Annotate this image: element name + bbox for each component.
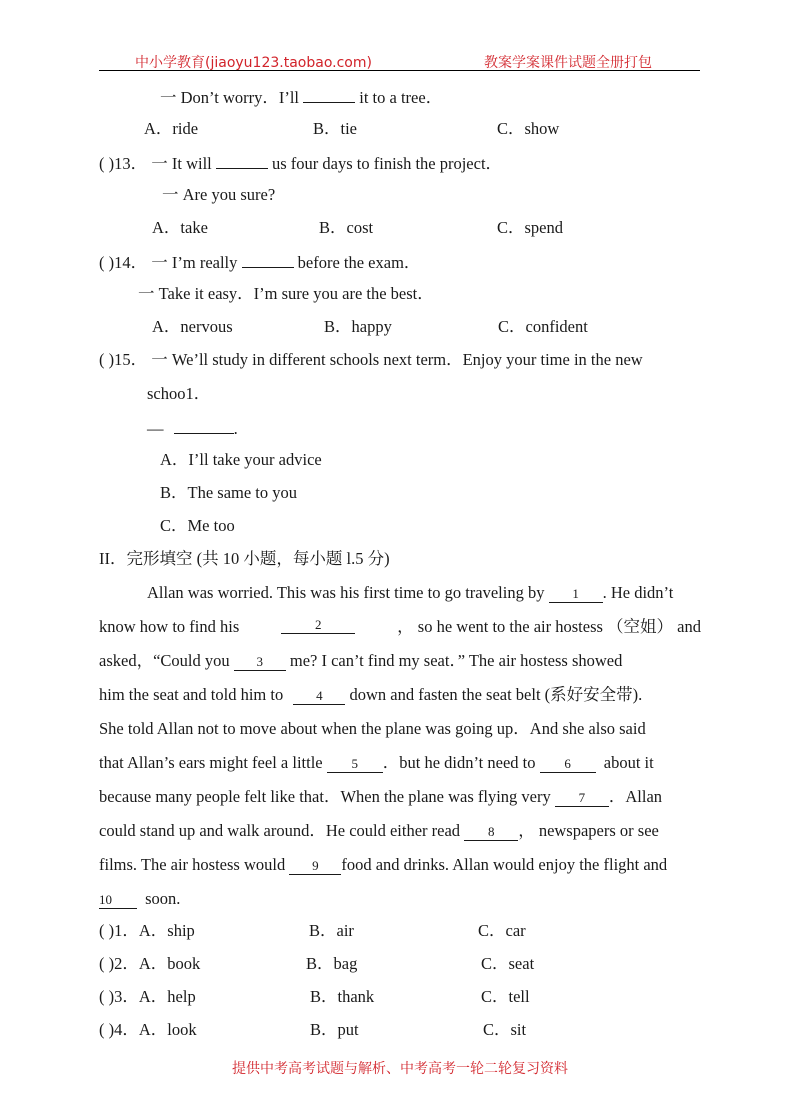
passage-text: because many people felt like that．When the plane was flying very bbox=[99, 787, 551, 806]
passage-line-3 bbox=[99, 651, 622, 671]
section2-title: II．完形填空 (共 10 小题，每小题 l.5 分) bbox=[99, 549, 390, 568]
q12-reply-pre: 一 Don’t worry．I’ll bbox=[160, 88, 300, 107]
passage-text: ， so he went to the air hostess （空姐） and bbox=[397, 617, 701, 636]
answer-number: ( )2． bbox=[99, 954, 139, 973]
q13-blank bbox=[216, 152, 268, 169]
q15-line3 bbox=[147, 417, 238, 439]
passage-line-2 bbox=[99, 617, 701, 637]
passage-text: down and fasten the seat belt (系好安全带). bbox=[349, 685, 643, 704]
answer-1-option-c: C．car bbox=[478, 921, 526, 940]
passage-text: ．Allan bbox=[608, 787, 663, 806]
blank-1: 1 bbox=[549, 586, 603, 603]
q12-option-a: A．ride bbox=[144, 119, 199, 138]
q15-option-c: C．Me too bbox=[160, 516, 235, 535]
q14-line1-post: before the exam． bbox=[297, 253, 421, 272]
passage-line-9 bbox=[99, 855, 667, 875]
blank-9: 9 bbox=[289, 858, 341, 875]
q13-line2: 一 Are you sure? bbox=[162, 185, 276, 204]
answer-option-a: A．look bbox=[138, 1020, 197, 1039]
q13-line1-pre: 一 It will bbox=[151, 154, 212, 173]
q13-number: ( )13． bbox=[99, 154, 148, 173]
blank-8: 8 bbox=[464, 824, 518, 841]
q12-option-c: C．show bbox=[497, 119, 560, 138]
q14-line1 bbox=[99, 251, 420, 273]
q13-option-c: C．spend bbox=[497, 218, 563, 237]
passage-line-7 bbox=[99, 787, 662, 807]
q15-line2: schoo1． bbox=[147, 384, 211, 403]
q14-option-a: A．nervous bbox=[152, 317, 233, 336]
passage-text: ．but he didn’t need to bbox=[382, 753, 536, 772]
q13-line1-post: us four days to finish the project． bbox=[272, 154, 503, 173]
passage-text: soon. bbox=[145, 889, 181, 908]
answer-number: ( )3． bbox=[99, 987, 139, 1006]
blank-3: 3 bbox=[234, 654, 286, 671]
q14-line1-pre: 一 I’m really bbox=[151, 253, 238, 272]
answer-option-a: A．book bbox=[138, 954, 201, 973]
header-right-text: 教案学案课件试题全册打包 bbox=[484, 55, 652, 71]
answer-number: ( )4． bbox=[99, 1020, 139, 1039]
passage-text: know how to find his bbox=[99, 617, 240, 636]
blank-10: 10 bbox=[99, 892, 137, 909]
q12-option-b: B．tie bbox=[313, 119, 357, 138]
q14-number: ( )14． bbox=[99, 253, 148, 272]
answer-option-a: A．ship bbox=[138, 921, 195, 940]
q15-number: ( )15． bbox=[99, 350, 148, 369]
answer-2-option-b: B．bag bbox=[306, 954, 358, 973]
header-left-text: 中小学教育(jiaoyu123.taobao.com) bbox=[135, 55, 372, 71]
q15-line1-text: 一 We’ll study in different schools next term．Enjoy your time in the new bbox=[151, 350, 643, 369]
q13-line1 bbox=[99, 152, 502, 174]
answer-row-2 bbox=[99, 954, 200, 974]
answer-1-option-b: B．air bbox=[309, 921, 354, 940]
q15-option-a: A．I’ll take your advice bbox=[160, 450, 322, 469]
passage-text: Allan was worried. This was his first time to go traveling by bbox=[147, 583, 545, 602]
answer-4-option-c: C．sit bbox=[483, 1020, 527, 1039]
q15-line1 bbox=[99, 350, 643, 370]
blank-6: 6 bbox=[540, 756, 596, 773]
answer-2-option-c: C．seat bbox=[481, 954, 535, 973]
q13-option-b: B．cost bbox=[319, 218, 374, 237]
passage-text: me? I can’t find my seat．” The air hostess showed bbox=[289, 651, 623, 670]
q15-line3-dash: — bbox=[147, 419, 164, 438]
q14-option-c: C．confident bbox=[498, 317, 588, 336]
answer-row-4 bbox=[99, 1020, 197, 1040]
q15-option-b: B．The same to you bbox=[160, 483, 298, 502]
passage-line-1 bbox=[147, 583, 673, 603]
footer-text: 提供中考高考试题与解析、中考高考一轮二轮复习资料 bbox=[232, 1061, 568, 1077]
passage-text: him the seat and told him to bbox=[99, 685, 284, 704]
q13-option-a: A．take bbox=[152, 218, 208, 237]
q12-blank bbox=[303, 86, 355, 103]
q14-blank bbox=[242, 251, 294, 268]
passage-text: . He didn’t bbox=[602, 583, 674, 602]
blank-2: 2 bbox=[281, 617, 355, 634]
answer-number: ( )1． bbox=[99, 921, 139, 940]
blank-4: 4 bbox=[293, 688, 345, 705]
q12-reply bbox=[160, 86, 442, 108]
passage-text: films. The air hostess would bbox=[99, 855, 286, 874]
answer-4-option-b: B．put bbox=[310, 1020, 359, 1039]
answer-row-1 bbox=[99, 921, 195, 941]
passage-text: asked，“Could you bbox=[99, 651, 230, 670]
header-rule bbox=[99, 70, 700, 71]
passage-text: about it bbox=[603, 753, 654, 772]
q15-line3-period: . bbox=[233, 419, 238, 438]
passage-text: could stand up and walk around．He could either read bbox=[99, 821, 461, 840]
q15-blank bbox=[174, 417, 234, 434]
answer-3-option-b: B．thank bbox=[310, 987, 375, 1006]
answer-row-3 bbox=[99, 987, 196, 1007]
passage-text: food and drinks. Allan would enjoy the flight and bbox=[341, 855, 668, 874]
blank-5: 5 bbox=[327, 756, 383, 773]
answer-option-a: A．help bbox=[138, 987, 196, 1006]
answer-3-option-c: C．tell bbox=[481, 987, 530, 1006]
q12-reply-post: it to a tree． bbox=[359, 88, 443, 107]
q14-option-b: B．happy bbox=[324, 317, 392, 336]
q14-line2: 一 Take it easy．I’m sure you are the best． bbox=[138, 284, 434, 303]
passage-text: ， newspapers or see bbox=[518, 821, 659, 840]
passage-text: that Allan’s ears might feel a little bbox=[99, 753, 323, 772]
passage-line-5: She told Allan not to move about when the plane was going up．And she also said bbox=[99, 719, 646, 738]
passage-line-10 bbox=[99, 889, 180, 909]
passage-line-8 bbox=[99, 821, 659, 841]
passage-line-4 bbox=[99, 685, 642, 705]
passage-line-6 bbox=[99, 753, 654, 773]
blank-7: 7 bbox=[555, 790, 609, 807]
